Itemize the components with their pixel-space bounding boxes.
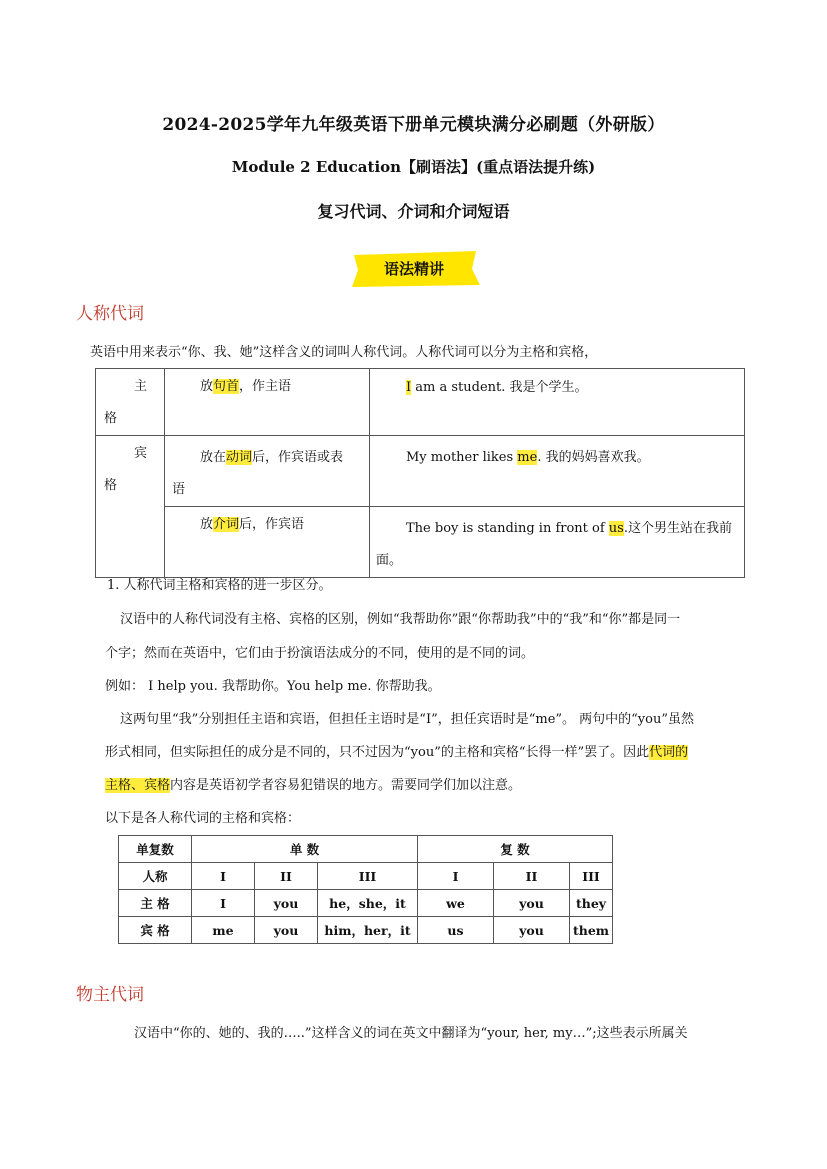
point1-paragraph-line: 汉语中的人称代词没有主格、宾格的区别，例如“我帮助你”跟“你帮助我”中的“我”和“你”都是同一 [120, 612, 681, 627]
section-possessive-pronouns: 物主代词 [76, 985, 144, 1005]
pronoun-cell: us [418, 917, 494, 944]
pronoun-cell: he，she，it [318, 890, 418, 917]
example-line: 例如： I help you. 我帮助你。You help me. 你帮助我。 [105, 679, 441, 694]
pronoun-cell: you [494, 917, 570, 944]
rule-text: 放 [200, 517, 214, 532]
grammar-banner [348, 251, 480, 287]
point1-paragraph-line: 这两句里“我”分别担任主语和宾语，但担任主语时是“I”，担任宾语时是“me”。 两句中的“you”虽然 [120, 712, 695, 727]
rule-text: ，作主语 [239, 379, 292, 394]
document-title: 2024-2025学年九年级英语下册单元模块满分必刷题（外研版） [162, 115, 665, 135]
pronoun-cell: you [255, 890, 318, 917]
intro-paragraph: 英语中用来表示“你、我、她”这样含义的词叫人称代词。人称代词可以分为主格和宾格， [90, 345, 598, 360]
paragraph-highlight: 代词的 [649, 745, 689, 760]
row-label: 宾 格 [119, 917, 192, 944]
example-cell [370, 369, 745, 436]
example-highlight: me [517, 450, 538, 465]
table-row [119, 890, 613, 917]
point1-paragraph-line [105, 769, 521, 802]
person-cell: III [318, 863, 418, 890]
case-table [95, 368, 745, 578]
person-cell: II [255, 863, 318, 890]
banner-label: 语法精讲 [383, 260, 444, 278]
topic-heading: 复习代词、介词和介词短语 [317, 202, 510, 221]
header-cell: 单 数 [192, 836, 418, 863]
rule-text: 放在 [200, 450, 227, 465]
table-row [96, 507, 745, 578]
example-text: . 我的妈妈喜欢我。 [537, 450, 650, 465]
example-cell [370, 436, 745, 507]
section-personal-pronouns: 人称代词 [76, 304, 144, 324]
rule-highlight: 介词 [213, 517, 240, 532]
pronoun-cell: you [494, 890, 570, 917]
header-cell: 人称 [119, 863, 192, 890]
rule-cell [165, 369, 370, 436]
rule-highlight: 动词 [226, 450, 253, 465]
pronoun-cell: I [192, 890, 255, 917]
person-cell: III [570, 863, 613, 890]
rule-cell [165, 507, 370, 578]
example-cell [370, 507, 745, 578]
possessive-intro: 汉语中“你的、她的、我的…..”这样含义的词在英文中翻译为“your, her, my…”;这些表示所属关 [134, 1026, 688, 1041]
example-highlight: I [406, 380, 412, 395]
person-cell: I [418, 863, 494, 890]
rule-text: 语 [172, 482, 186, 497]
rule-cell [165, 436, 370, 507]
pronoun-cell: me [192, 917, 255, 944]
rule-text: 后，作宾语或表 [252, 450, 344, 465]
paragraph-text: 形式相同，但实际担任的成分是不同的，只不过因为“you”的主格和宾格“长得一样”罢了。因此 [105, 745, 650, 760]
table-row [96, 369, 745, 436]
example-text: The boy is standing in front of [406, 521, 609, 536]
rule-text: 后，作宾语 [239, 517, 305, 532]
row-label: 主 格 [119, 890, 192, 917]
pronoun-cell: they [570, 890, 613, 917]
person-cell: II [494, 863, 570, 890]
header-cell: 复 数 [418, 836, 613, 863]
point1-heading: 1. 人称代词主格和宾格的进一步区分。 [107, 578, 332, 593]
example-highlight: us [608, 521, 624, 536]
pronoun-cell: them [570, 917, 613, 944]
example-text: My mother likes [406, 450, 518, 465]
pronoun-cell: we [418, 890, 494, 917]
example-text: .这个男生站在我前 [623, 521, 732, 536]
example-text: 面。 [376, 553, 403, 568]
paragraph-highlight: 主格、宾格 [105, 778, 171, 793]
case-cell-object [96, 436, 165, 578]
point1-paragraph-line [105, 736, 688, 769]
case-cell-subject [96, 369, 165, 436]
case-char: 格 [104, 478, 118, 493]
pronoun-table [118, 835, 613, 944]
table-row [119, 836, 613, 863]
table-row [96, 436, 745, 507]
pronoun-cell: him，her，it [318, 917, 418, 944]
case-char: 格 [104, 411, 118, 426]
point1-paragraph-line: 个字；然而在英语中，它们由于扮演语法成分的不同，使用的是不同的词。 [105, 646, 535, 661]
rule-highlight: 句首 [213, 379, 240, 394]
table-row [119, 863, 613, 890]
case-char: 主 [134, 379, 148, 394]
table-row [119, 917, 613, 944]
case-char: 宾 [134, 446, 148, 461]
table-lead: 以下是各人称代词的主格和宾格： [105, 811, 301, 826]
paragraph-text: 内容是英语初学者容易犯错误的地方。需要同学们加以注意。 [170, 778, 522, 793]
rule-text: 放 [200, 379, 214, 394]
module-subtitle: Module 2 Education【刷语法】(重点语法提升练) [231, 158, 596, 176]
example-text: am a student. 我是个学生。 [411, 380, 588, 395]
person-cell: I [192, 863, 255, 890]
pronoun-cell: you [255, 917, 318, 944]
header-cell: 单复数 [119, 836, 192, 863]
